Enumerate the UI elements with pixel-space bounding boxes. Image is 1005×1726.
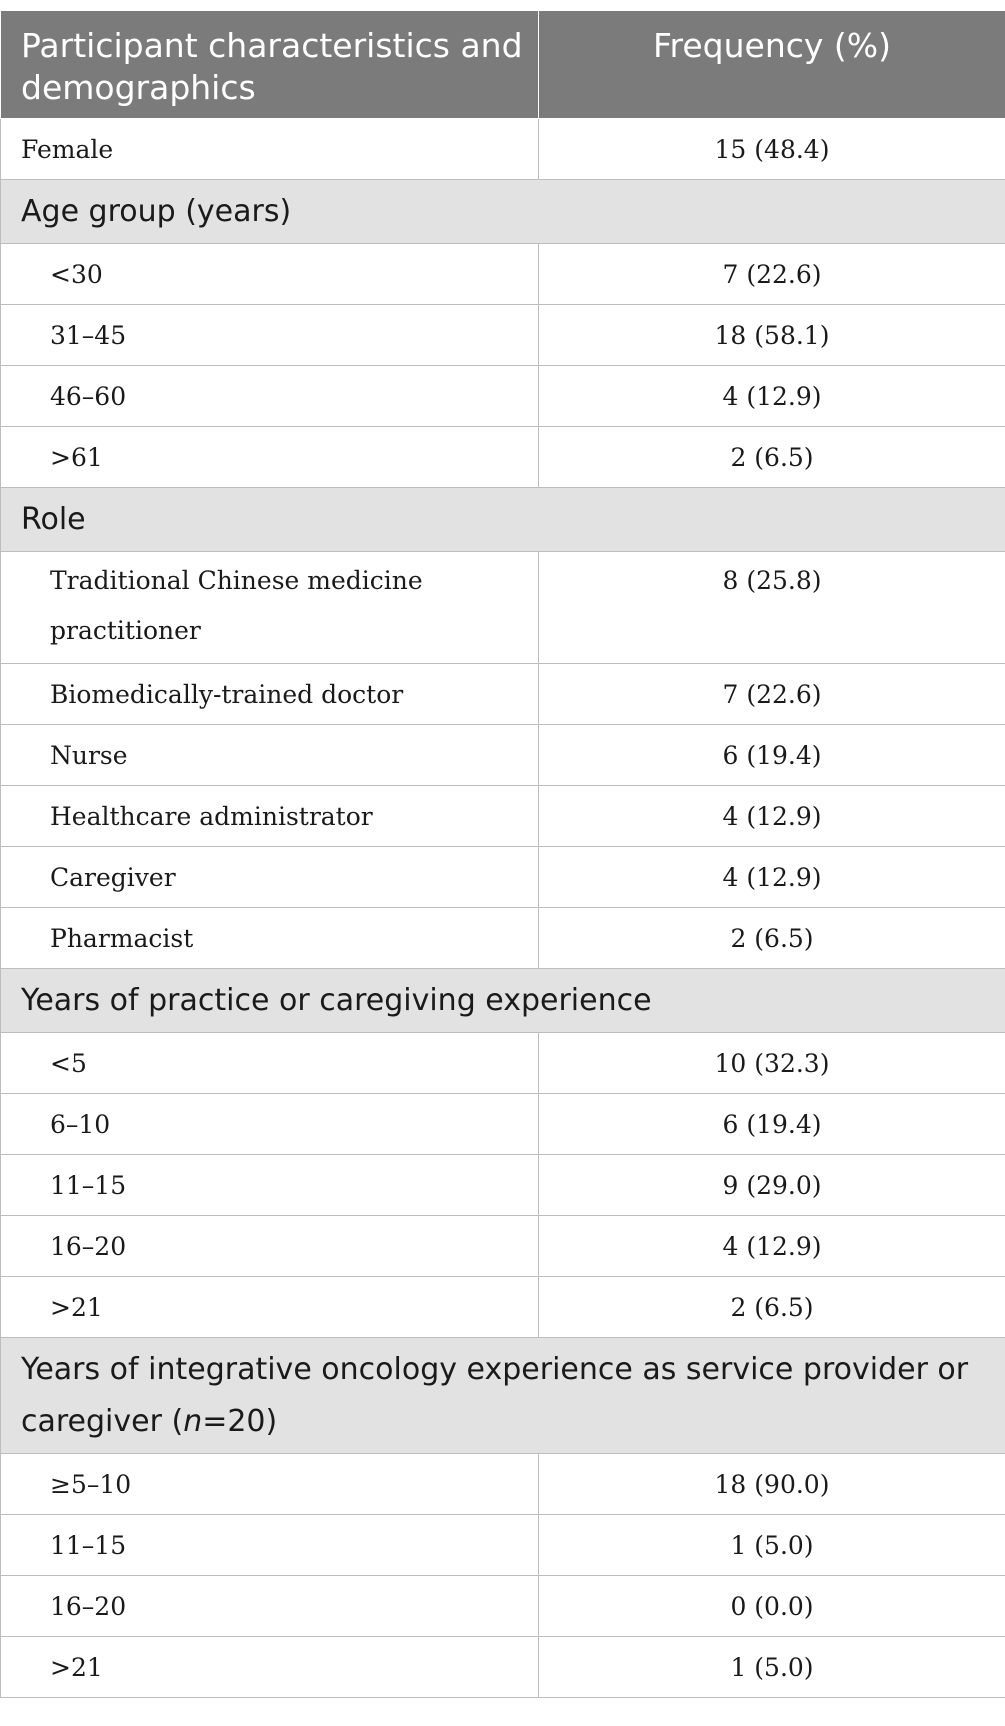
- section-title: Role: [1, 488, 1005, 552]
- table-row: [1, 552, 1005, 664]
- section-title-post: =20): [202, 1403, 278, 1439]
- row-label: Traditional Chinese medicine practitioner: [1, 552, 539, 664]
- row-label: >21: [1, 1637, 539, 1698]
- row-value: 1 (5.0): [539, 1637, 1005, 1698]
- row-label: 46–60: [1, 366, 539, 427]
- table-row: [1, 1637, 1005, 1698]
- row-label: 11–15: [1, 1515, 539, 1576]
- table-row: [1, 908, 1005, 969]
- header-row: [1, 11, 1005, 119]
- table-row: [1, 305, 1005, 366]
- row-value: 2 (6.5): [539, 1277, 1005, 1338]
- row-label: 16–20: [1, 1576, 539, 1637]
- row-value: 7 (22.6): [539, 664, 1005, 725]
- demographics-table: [0, 10, 1005, 1698]
- row-value: 18 (90.0): [539, 1454, 1005, 1515]
- row-value: 6 (19.4): [539, 725, 1005, 786]
- section-title: Age group (years): [1, 180, 1005, 244]
- section-age-group: [1, 180, 1005, 244]
- row-label: 16–20: [1, 1216, 539, 1277]
- row-label: Nurse: [1, 725, 539, 786]
- table-row: [1, 786, 1005, 847]
- table-row: [1, 1216, 1005, 1277]
- table-row: [1, 1094, 1005, 1155]
- row-value: 2 (6.5): [539, 908, 1005, 969]
- row-value: 6 (19.4): [539, 1094, 1005, 1155]
- header-characteristics: Participant characteristics and demographics: [1, 11, 539, 119]
- table-row: [1, 1277, 1005, 1338]
- section-years-of-practice: [1, 969, 1005, 1033]
- row-label: 31–45: [1, 305, 539, 366]
- section-title: Years of practice or caregiving experience: [1, 969, 1005, 1033]
- row-value: 8 (25.8): [539, 552, 1005, 664]
- row-label: >61: [1, 427, 539, 488]
- row-label: Healthcare administrator: [1, 786, 539, 847]
- table-row: [1, 725, 1005, 786]
- row-value: 15 (48.4): [539, 119, 1005, 180]
- row-value: 18 (58.1): [539, 305, 1005, 366]
- section-title: [1, 1338, 1005, 1454]
- row-value: 2 (6.5): [539, 427, 1005, 488]
- row-label: 11–15: [1, 1155, 539, 1216]
- row-label: <30: [1, 244, 539, 305]
- section-title-n: n: [183, 1403, 203, 1439]
- row-value: 4 (12.9): [539, 786, 1005, 847]
- table-row: [1, 1033, 1005, 1094]
- section-title-pre: Years of integrative oncology experience as service provider or caregiver (: [21, 1351, 969, 1439]
- table-row: [1, 664, 1005, 725]
- row-label: Female: [1, 119, 539, 180]
- row-label: Pharmacist: [1, 908, 539, 969]
- section-integrative-oncology: [1, 1338, 1005, 1454]
- table-row: [1, 1515, 1005, 1576]
- table-row: [1, 1576, 1005, 1637]
- row-value: 9 (29.0): [539, 1155, 1005, 1216]
- row-value: 1 (5.0): [539, 1515, 1005, 1576]
- row-value: 0 (0.0): [539, 1576, 1005, 1637]
- row-value: 4 (12.9): [539, 847, 1005, 908]
- row-label: <5: [1, 1033, 539, 1094]
- row-value: 10 (32.3): [539, 1033, 1005, 1094]
- table-row: [1, 427, 1005, 488]
- section-role: [1, 488, 1005, 552]
- table-row: [1, 847, 1005, 908]
- table-row: [1, 244, 1005, 305]
- row-value: 4 (12.9): [539, 1216, 1005, 1277]
- row-label: >21: [1, 1277, 539, 1338]
- row-value: 4 (12.9): [539, 366, 1005, 427]
- table-row: [1, 1454, 1005, 1515]
- row-label: Biomedically-trained doctor: [1, 664, 539, 725]
- table-row: [1, 1155, 1005, 1216]
- row-label: 6–10: [1, 1094, 539, 1155]
- header-frequency: Frequency (%): [539, 11, 1005, 119]
- row-label: ≥5–10: [1, 1454, 539, 1515]
- row-label: Caregiver: [1, 847, 539, 908]
- row-value: 7 (22.6): [539, 244, 1005, 305]
- table-row: [1, 366, 1005, 427]
- table-row-female: [1, 119, 1005, 180]
